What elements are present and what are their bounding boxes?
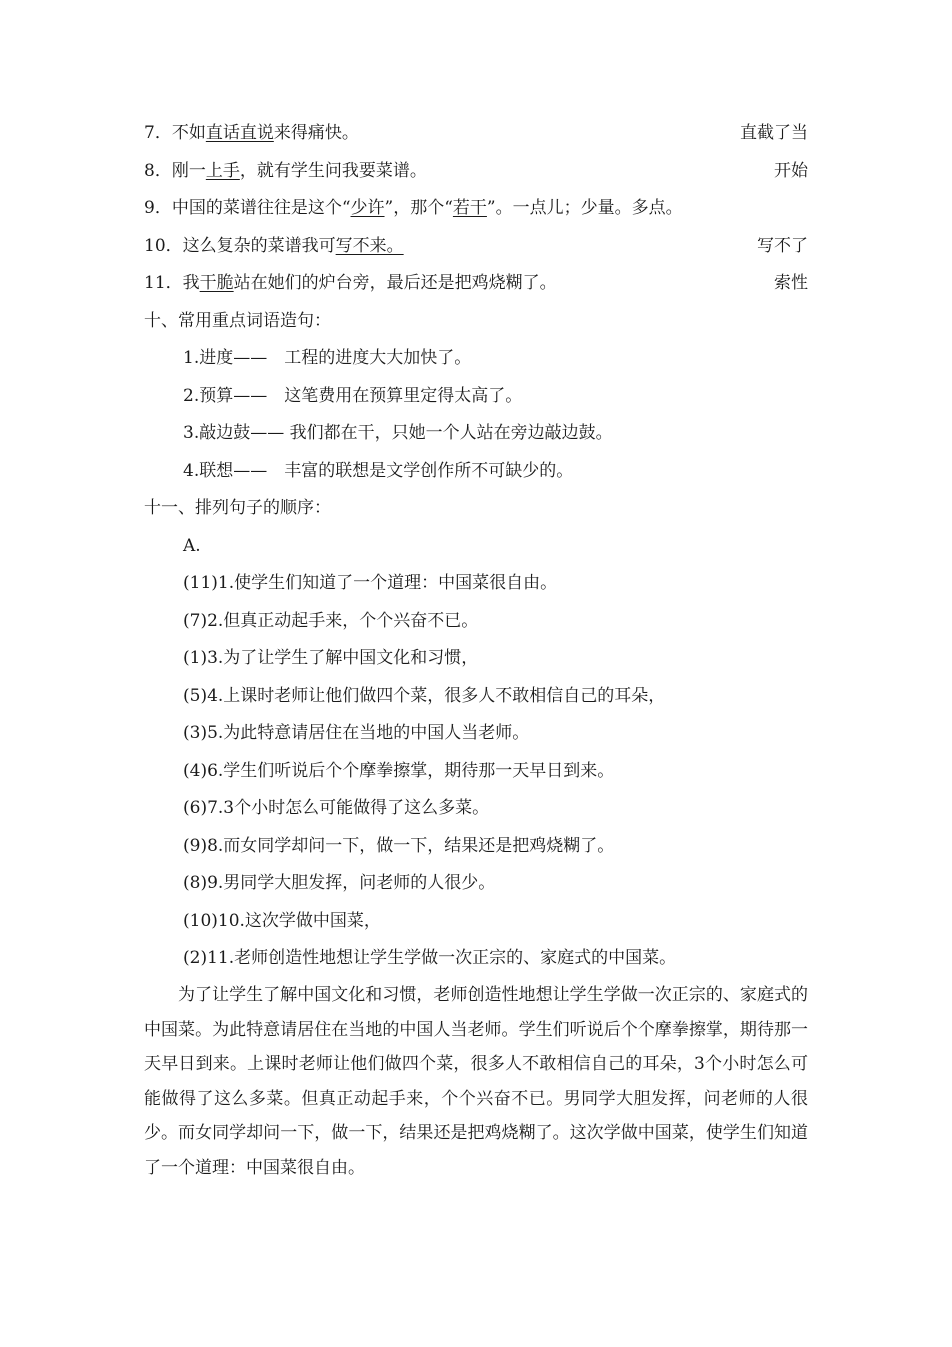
order-row: (9)8.而女同学却问一下，做一下，结果还是把鸡烧糊了。 — [183, 836, 615, 856]
order-row: (6)7.3个小时怎么可能做得了这么多菜。 — [183, 798, 490, 818]
order-row: (1)3.为了让学生了解中国文化和习惯， — [183, 648, 479, 668]
answer-word: 索性 — [774, 273, 808, 293]
order-row: (2)11.老师创造性地想让学生学做一次正宗的、家庭式的中国菜。 — [183, 948, 677, 968]
exercise-item-9 — [144, 190, 808, 226]
exercise-item-7 — [144, 115, 808, 151]
item-text-part-c: ”。一点儿；少量。多点。 — [486, 198, 683, 218]
order-row: (5)4.上课时老师让他们做四个菜，很多人不敢相信自己的耳朵， — [183, 686, 666, 706]
item-number: 9． — [144, 198, 172, 218]
item-text-after: ，就有学生问我要菜谱。 — [239, 161, 427, 181]
sentence-row: 2.预算—— 这笔费用在预算里定得太高了。 — [183, 386, 523, 406]
answer-word: 直截了当 — [740, 123, 808, 143]
exercise-item-8 — [144, 153, 808, 189]
order-row: (8)9.男同学大胆发挥，问老师的人很少。 — [183, 873, 496, 893]
underlined-phrase: 上手 — [205, 161, 240, 181]
section-10-title: 十、常用重点词语造句： — [144, 311, 331, 331]
item-number: 10． — [144, 236, 183, 256]
exercise-item-10 — [144, 228, 808, 264]
order-row: (4)6.学生们听说后个个摩拳擦掌，期待那一天早日到来。 — [183, 761, 615, 781]
item-text-after: 站在她们的炉台旁，最后还是把鸡烧糊了。 — [233, 273, 557, 293]
item-text-part-b: ”，那个“ — [384, 198, 453, 218]
sentence-row: 1.进度—— 工程的进度大大加快了。 — [183, 348, 472, 368]
order-row: (11)1.使学生们知道了一个道理：中国菜很自由。 — [183, 573, 558, 593]
item-number: 7． — [144, 123, 172, 143]
ordered-paragraph: 为了让学生了解中国文化和习惯，老师创造性地想让学生学做一次正宗的、家庭式的中国菜。为此特意请居住在当地的中国人当老师。学生们听说后个个摩拳擦掌，期待那一天早日到来。上课时老师让他们做四个菜，很多人不敢相信自己的耳朵，3个小时怎么可能做得了这么多菜。但真正动起手来，个个兴奋不已。男同学大胆发挥，问老师的人很少。而女同学却问一下，做一下，结果还是把鸡烧糊了。这次学做中国菜，使学生们知道了一个道理：中国菜很自由。 — [144, 985, 808, 1178]
underlined-phrase: 写不来。 — [335, 236, 404, 256]
item-number: 8． — [144, 161, 172, 181]
item-number: 11． — [144, 273, 183, 293]
answer-word: 写不了 — [757, 236, 808, 256]
answer-word: 开始 — [774, 161, 808, 181]
underlined-phrase-2: 若干 — [452, 198, 487, 218]
item-text-before: 不如 — [171, 123, 206, 143]
order-row: (7)2.但真正动起手来，个个兴奋不已。 — [183, 611, 479, 631]
item-text-after: 来得痛快。 — [273, 123, 359, 143]
item-text-before: 刚一 — [171, 161, 206, 181]
section-11-title: 十一、排列句子的顺序： — [144, 498, 331, 518]
part-label: A. — [183, 536, 201, 556]
order-row: (10)10.这次学做中国菜， — [183, 911, 381, 931]
underlined-phrase: 干脆 — [199, 273, 234, 293]
sentence-row: 3.敲边鼓—— 我们都在干，只她一个人站在旁边敲边鼓。 — [183, 423, 613, 443]
exercise-item-11 — [144, 265, 808, 301]
item-text-before: 这么复杂的菜谱我可 — [182, 236, 336, 256]
underlined-phrase: 直话直说 — [205, 123, 274, 143]
item-text-before: 我 — [182, 273, 200, 293]
item-text-part-a: 中国的菜谱往往是这个“ — [171, 198, 351, 218]
sentence-row: 4.联想—— 丰富的联想是文学创作所不可缺少的。 — [183, 461, 574, 481]
underlined-phrase-1: 少许 — [350, 198, 385, 218]
order-row: (3)5.为此特意请居住在当地的中国人当老师。 — [183, 723, 530, 743]
